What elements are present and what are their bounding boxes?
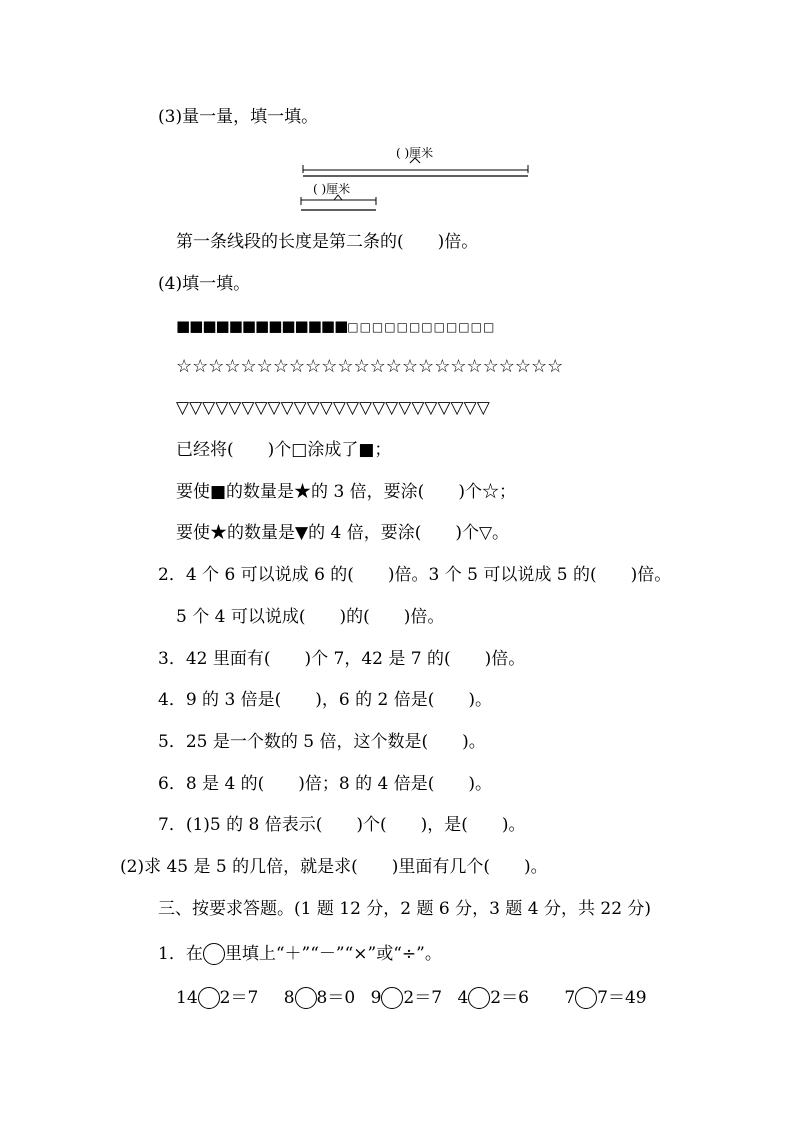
answer-circle[interactable]: [198, 987, 220, 1009]
q3-title: (3)量一量，填一填。: [158, 107, 319, 127]
short-brace: [301, 197, 376, 205]
long-brace: [303, 165, 528, 173]
question-6: 6．8 是 4 的( )倍；8 的 4 倍是( )。: [158, 774, 493, 794]
section-3-title: 三、按要求答题。(1 题 12 分，2 题 6 分，3 题 4 分，共 22 分): [158, 899, 652, 919]
question-2-line-2: 5 个 4 可以说成( )的( )倍。: [176, 607, 445, 627]
equation-2: 8 8＝0: [283, 988, 356, 1008]
s3q1-suffix: 里填上“＋”“－”“×”或“÷”。: [224, 944, 442, 964]
empty-squares: □□□□□□□□□□□□: [347, 320, 496, 334]
triangles-row: ▽▽▽▽▽▽▽▽▽▽▽▽▽▽▽▽▽▽▽▽▽▽▽▽: [176, 398, 490, 418]
answer-circle[interactable]: [381, 987, 403, 1009]
answer-circle[interactable]: [468, 987, 490, 1009]
equation-3: 9 2＝7: [370, 988, 443, 1008]
equation-5: 7 7＝49: [564, 988, 647, 1008]
stars-row: ☆☆☆☆☆☆☆☆☆☆☆☆☆☆☆☆☆☆☆☆☆☆☆☆: [176, 356, 564, 377]
answer-circle[interactable]: [295, 987, 317, 1009]
answer-circle[interactable]: [575, 987, 597, 1009]
question-7-part-2: (2)求 45 是 5 的几倍，就是求( )里面有几个( )。: [120, 857, 548, 877]
question-7-part-1: 7．(1)5 的 8 倍表示( )个( )，是( )。: [158, 815, 526, 835]
equation-1: 14 2＝7: [176, 988, 259, 1008]
equation-4: 4 2＝6: [457, 988, 529, 1008]
q4-title: (4)填一填。: [158, 274, 251, 294]
filled-squares: ■■■■■■■■■■■■■: [176, 317, 348, 335]
equations-row: [176, 987, 647, 1009]
circle-icon: [203, 943, 225, 965]
question-5: 5．25 是一个数的 5 倍，这个数是( )。: [158, 732, 486, 752]
squares-row: [176, 315, 495, 338]
q4-line-3: 要使★的数量是▼的 4 倍，要涂( )个▽。: [176, 523, 510, 543]
q4-line-1: 已经将( )个□涂成了■；: [176, 440, 392, 460]
s3q1-prefix: 1．在: [158, 944, 203, 964]
q4-line-2: 要使■的数量是★的 3 倍，要涂( )个☆；: [176, 482, 516, 502]
long-segment-label: ( )厘米: [396, 146, 434, 160]
question-2-line-1: 2．4 个 6 可以说成 6 的( )倍。3 个 5 可以说成 5 的( )倍。: [158, 565, 672, 585]
q3-answer: 第一条线段的长度是第二条的( )倍。: [176, 232, 479, 252]
question-4: 4．9 的 3 倍是( )，6 的 2 倍是( )。: [158, 690, 493, 710]
question-3: 3．42 里面有( )个 7，42 是 7 的( )倍。: [158, 649, 526, 669]
short-segment-label: ( )厘米: [313, 182, 351, 196]
section-3-question-1: [158, 943, 442, 965]
